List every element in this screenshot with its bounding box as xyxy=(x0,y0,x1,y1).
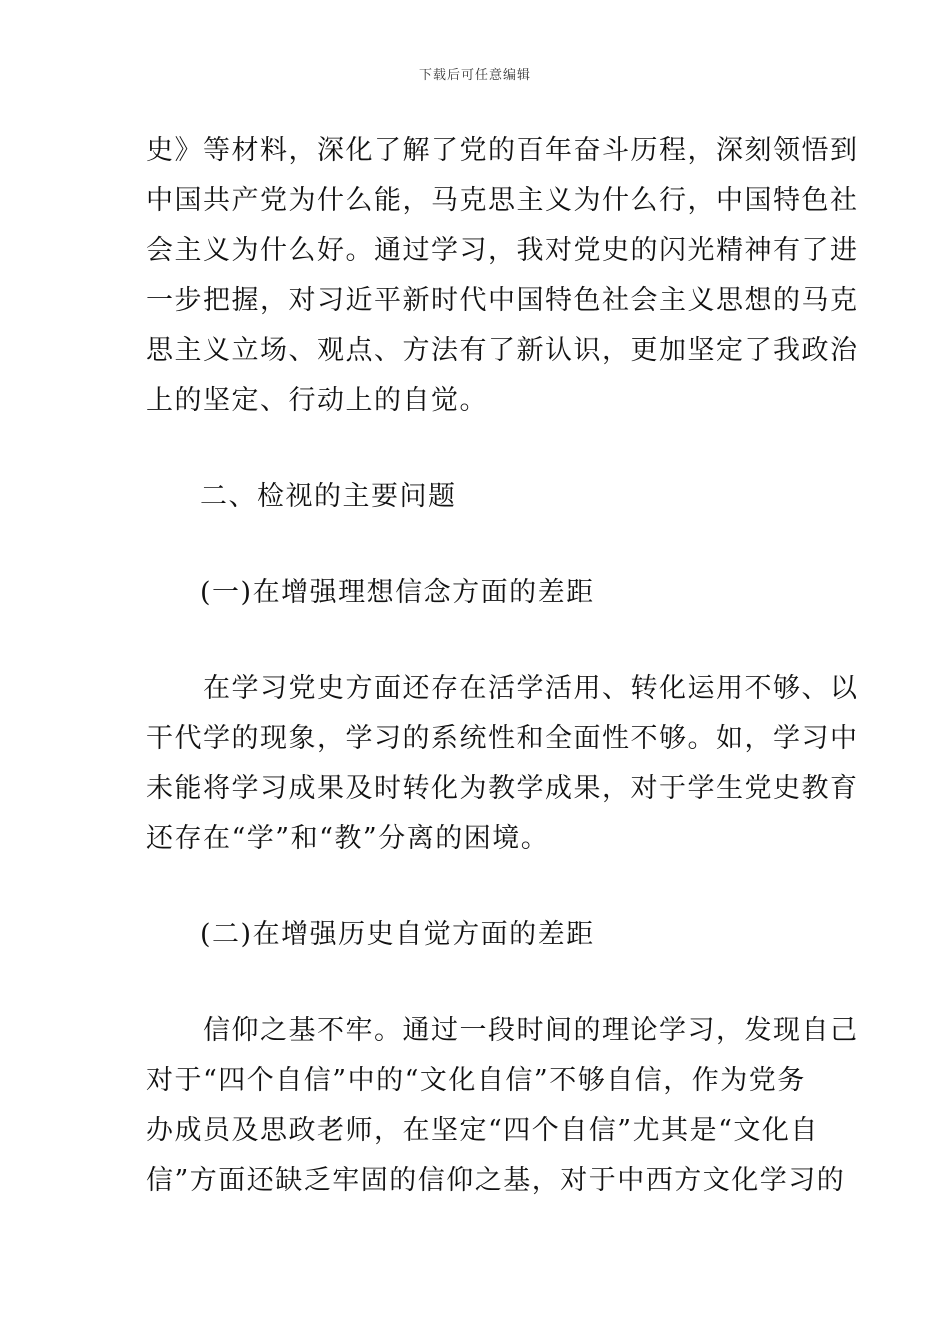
text-line: 史》等材料，深化了解了党的百年奋斗历程，深刻领悟到 xyxy=(146,135,859,166)
subsection-heading-ideals: (一)在增强理想信念方面的差距 xyxy=(200,577,595,608)
text-line: 还存在“学”和“教”分离的困境。 xyxy=(146,823,550,854)
text-line: 未能将学习成果及时转化为教学成果，对于学生党史教育 xyxy=(146,773,859,804)
document-body xyxy=(146,126,859,1206)
paragraph-history-gap xyxy=(146,1006,859,1206)
page-header: 下载后可任意编辑 xyxy=(418,68,531,83)
text-line: 上的坚定、行动上的自觉。 xyxy=(146,385,488,416)
text-line: 办成员及思政老师，在坚定“四个自信”尤其是“文化自 xyxy=(146,1115,819,1146)
text-line: 会主义为什么好。通过学习，我对党史的闪光精神有了进 xyxy=(146,235,859,266)
section-heading: 二、检视的主要问题 xyxy=(200,481,457,512)
text-line: 对于“四个自信”中的“文化自信”不够自信，作为党务 xyxy=(146,1065,806,1096)
text-line: 思主义立场、观点、方法有了新认识，更加坚定了我政治 xyxy=(146,335,859,366)
text-line: 信仰之基不牢。通过一段时间的理论学习，发现自己 xyxy=(146,1015,859,1046)
text-line: 一步把握，对习近平新时代中国特色社会主义思想的马克 xyxy=(146,285,859,316)
text-line: 在学习党史方面还存在活学活用、转化运用不够、以 xyxy=(146,673,859,704)
paragraph-ideals-gap xyxy=(146,664,859,864)
text-line: 信”方面还缺乏牢固的信仰之基，对于中西方文化学习的 xyxy=(146,1165,846,1196)
paragraph-study-summary xyxy=(146,126,859,426)
text-line: 中国共产党为什么能，马克思主义为什么行，中国特色社 xyxy=(146,185,859,216)
text-line: 干代学的现象，学习的系统性和全面性不够。如，学习中 xyxy=(146,723,859,754)
subsection-heading-history: (二)在增强历史自觉方面的差距 xyxy=(200,919,595,950)
